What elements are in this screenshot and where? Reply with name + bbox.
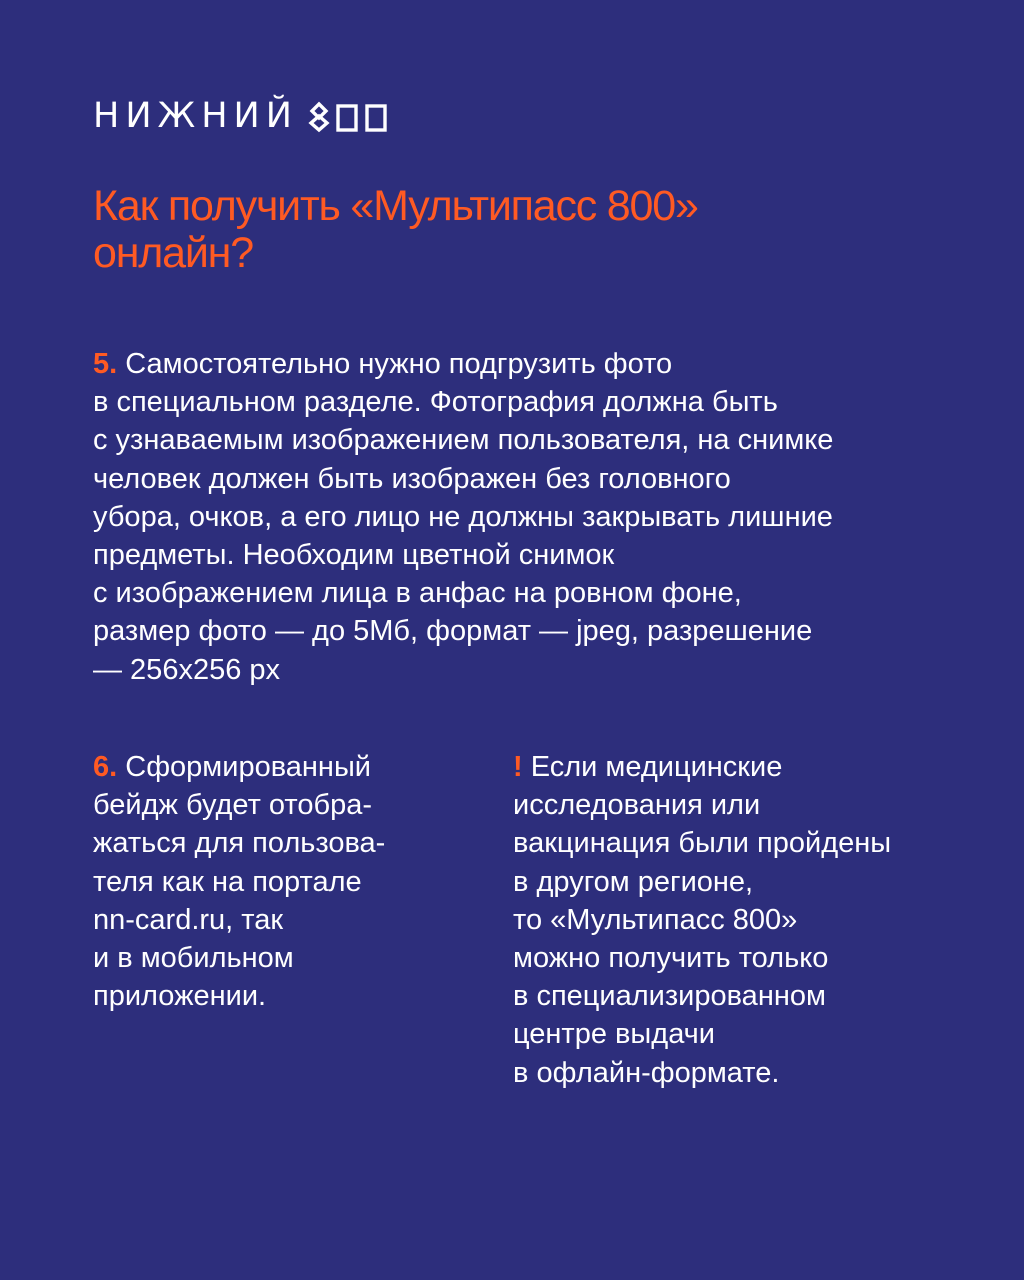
note-line: вакцинация были пройдены [513, 827, 892, 860]
step-5-paragraph [93, 345, 993, 689]
note-line: в специализированном [513, 980, 826, 1013]
step-6-line: nn-card.ru, так [93, 903, 284, 936]
step-6-line: и в мобильном [93, 942, 294, 975]
step-5-line: убора, очков, а его лицо не должны закрывать лишние [93, 500, 833, 533]
note-line: в другом регионе, [513, 865, 754, 898]
brand-logo [93, 96, 396, 136]
title-line-1: Как получить «Мультипасс 800» [93, 182, 698, 230]
step-6-line: жаться для пользова- [93, 827, 386, 860]
note-line: в офлайн-формате. [513, 1056, 780, 1089]
step-5-line: предметы. Необходим цветной снимок [93, 539, 615, 572]
step-5-line [93, 345, 993, 383]
note-text: Если медицинские [530, 751, 783, 783]
page-title [93, 183, 953, 277]
note-line: исследования или [513, 789, 761, 822]
step-6-text: Сформированный [125, 751, 371, 783]
step-5-line: размер фото — до 5Мб, формат — jpeg, разрешение [93, 615, 813, 648]
step-5-line: с узнаваемым изображением пользователя, на снимке [93, 424, 834, 457]
brand-name: НИЖНИЙ [93, 96, 298, 136]
step-5-text: Самостоятельно нужно подгрузить фото [125, 348, 673, 380]
step-6-number: 6. [93, 751, 118, 783]
brand-number-800-logo [306, 96, 396, 136]
step-5-number: 5. [93, 348, 118, 380]
step-6-line: бейдж будет отобра- [93, 789, 373, 822]
title-line-2: онлайн? [93, 229, 253, 277]
step-6-line: приложении. [93, 980, 267, 1013]
note-paragraph [513, 748, 993, 1092]
step-5-line: — 256x256 px [93, 653, 281, 686]
note-line: центре выдачи [513, 1018, 715, 1051]
step-5-line: человек должен быть изображен без головного [93, 462, 731, 495]
step-6-line: теля как на портале [93, 865, 362, 898]
note-line [513, 748, 993, 786]
note-line: то «Мультипасс 800» [513, 903, 798, 936]
step-6-line [93, 748, 473, 786]
exclamation-icon: ! [513, 751, 523, 783]
note-line: можно получить только [513, 942, 829, 975]
step-5-line: в специальном разделе. Фотография должна быть [93, 386, 778, 419]
step-5-line: с изображением лица в анфас на ровном фоне, [93, 577, 742, 610]
step-6-paragraph [93, 748, 473, 1015]
